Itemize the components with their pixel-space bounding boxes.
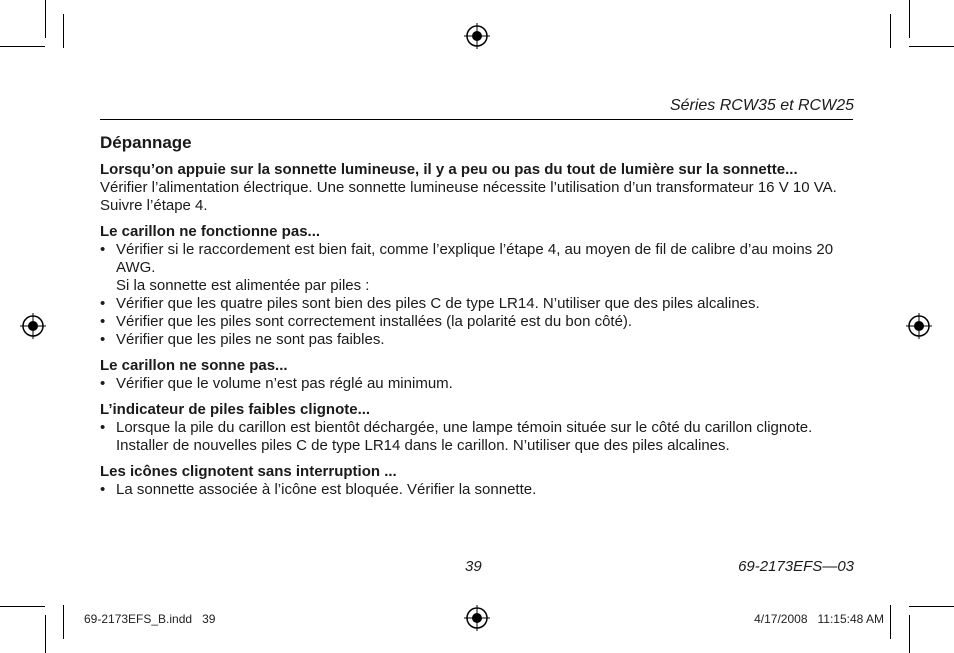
- list-item-text: Vérifier que les quatre piles sont bien des piles C de type LR14. N’utiliser que des piles alcalines.: [116, 295, 760, 312]
- bullet-icon: •: [100, 295, 106, 312]
- list-item: [100, 331, 855, 349]
- crop-mark: [63, 605, 64, 639]
- section-title: Les icônes clignotent sans interruption ...: [100, 463, 397, 480]
- registration-mark-icon: [464, 605, 490, 631]
- crop-mark: [0, 46, 45, 47]
- header-rule: [100, 119, 853, 120]
- main-content: [100, 134, 855, 507]
- crop-mark: [909, 46, 954, 47]
- section-title: Le carillon ne sonne pas...: [100, 357, 288, 374]
- list-item-text: Vérifier que les piles sont correctement installées (la polarité est du bon côté).: [116, 313, 633, 330]
- crop-mark: [909, 606, 954, 607]
- bullet-icon: •: [100, 481, 106, 498]
- troubleshoot-section: [100, 463, 855, 499]
- section-title: Le carillon ne fonctionne pas...: [100, 223, 321, 240]
- list-item-text: La sonnette associée à l’icône est bloquée. Vérifier la sonnette.: [116, 481, 537, 498]
- bullet-list: [100, 375, 855, 393]
- slug-filename: 69-2173EFS_B.indd 39: [84, 612, 216, 626]
- bullet-list: [100, 481, 855, 499]
- crop-mark: [890, 14, 891, 48]
- document-number: 69-2173EFS—03: [738, 558, 854, 575]
- list-item: [100, 295, 855, 313]
- list-item: [100, 313, 855, 331]
- troubleshoot-section: [100, 161, 855, 215]
- list-item: [100, 481, 855, 499]
- page-number: 39: [465, 558, 482, 575]
- bullet-icon: •: [100, 375, 106, 392]
- list-item: [100, 419, 855, 455]
- list-item-text: Vérifier que le volume n’est pas réglé au minimum.: [116, 375, 453, 392]
- list-item-note: [100, 277, 855, 295]
- list-item-text: Vérifier que les piles ne sont pas faibles.: [116, 331, 385, 348]
- section-title: Lorsqu’on appuie sur la sonnette lumineuse, il y a peu ou pas du tout de lumière sur la sonnette...: [100, 161, 798, 178]
- crop-mark: [63, 14, 64, 48]
- registration-mark-icon: [906, 313, 932, 339]
- list-item-text: Vérifier si le raccordement est bien fait, comme l’explique l’étape 4, au moyen de fil de calibre d’au moins 20 AWG.: [116, 241, 834, 276]
- crop-mark: [0, 606, 45, 607]
- section-title: L’indicateur de piles faibles clignote...: [100, 401, 371, 418]
- crop-mark: [45, 0, 46, 38]
- section-body: Vérifier l’alimentation électrique. Une sonnette lumineuse nécessite l’utilisation d’un transformateur 16 V 10 VA. Suivre l’étape 4.: [100, 179, 837, 214]
- running-header: Séries RCW35 et RCW25: [669, 97, 854, 114]
- bullet-icon: •: [100, 313, 106, 330]
- bullet-list: [100, 241, 855, 349]
- bullet-icon: •: [100, 241, 106, 258]
- crop-mark: [45, 615, 46, 653]
- crop-mark: [890, 605, 891, 639]
- troubleshoot-section: [100, 401, 855, 455]
- troubleshoot-section: [100, 357, 855, 393]
- registration-mark-icon: [20, 313, 46, 339]
- bullet-list: [100, 419, 855, 455]
- bullet-icon: •: [100, 331, 106, 348]
- troubleshoot-section: [100, 223, 855, 349]
- page-title: Dépannage: [100, 133, 192, 152]
- list-item-text: Lorsque la pile du carillon est bientôt déchargée, une lampe témoin située sur le côté du carillon clignote. Installer de nouvelles piles C de type LR14 dans le carillon. N’utiliser que des piles alcalines.: [116, 419, 813, 454]
- list-item: [100, 241, 855, 277]
- registration-mark-icon: [464, 23, 490, 49]
- crop-mark: [909, 0, 910, 38]
- crop-mark: [909, 615, 910, 653]
- slug-timestamp: 4/17/2008 11:15:48 AM: [754, 612, 884, 626]
- list-item: [100, 375, 855, 393]
- battery-note: Si la sonnette est alimentée par piles :: [116, 277, 370, 294]
- bullet-icon: •: [100, 419, 106, 436]
